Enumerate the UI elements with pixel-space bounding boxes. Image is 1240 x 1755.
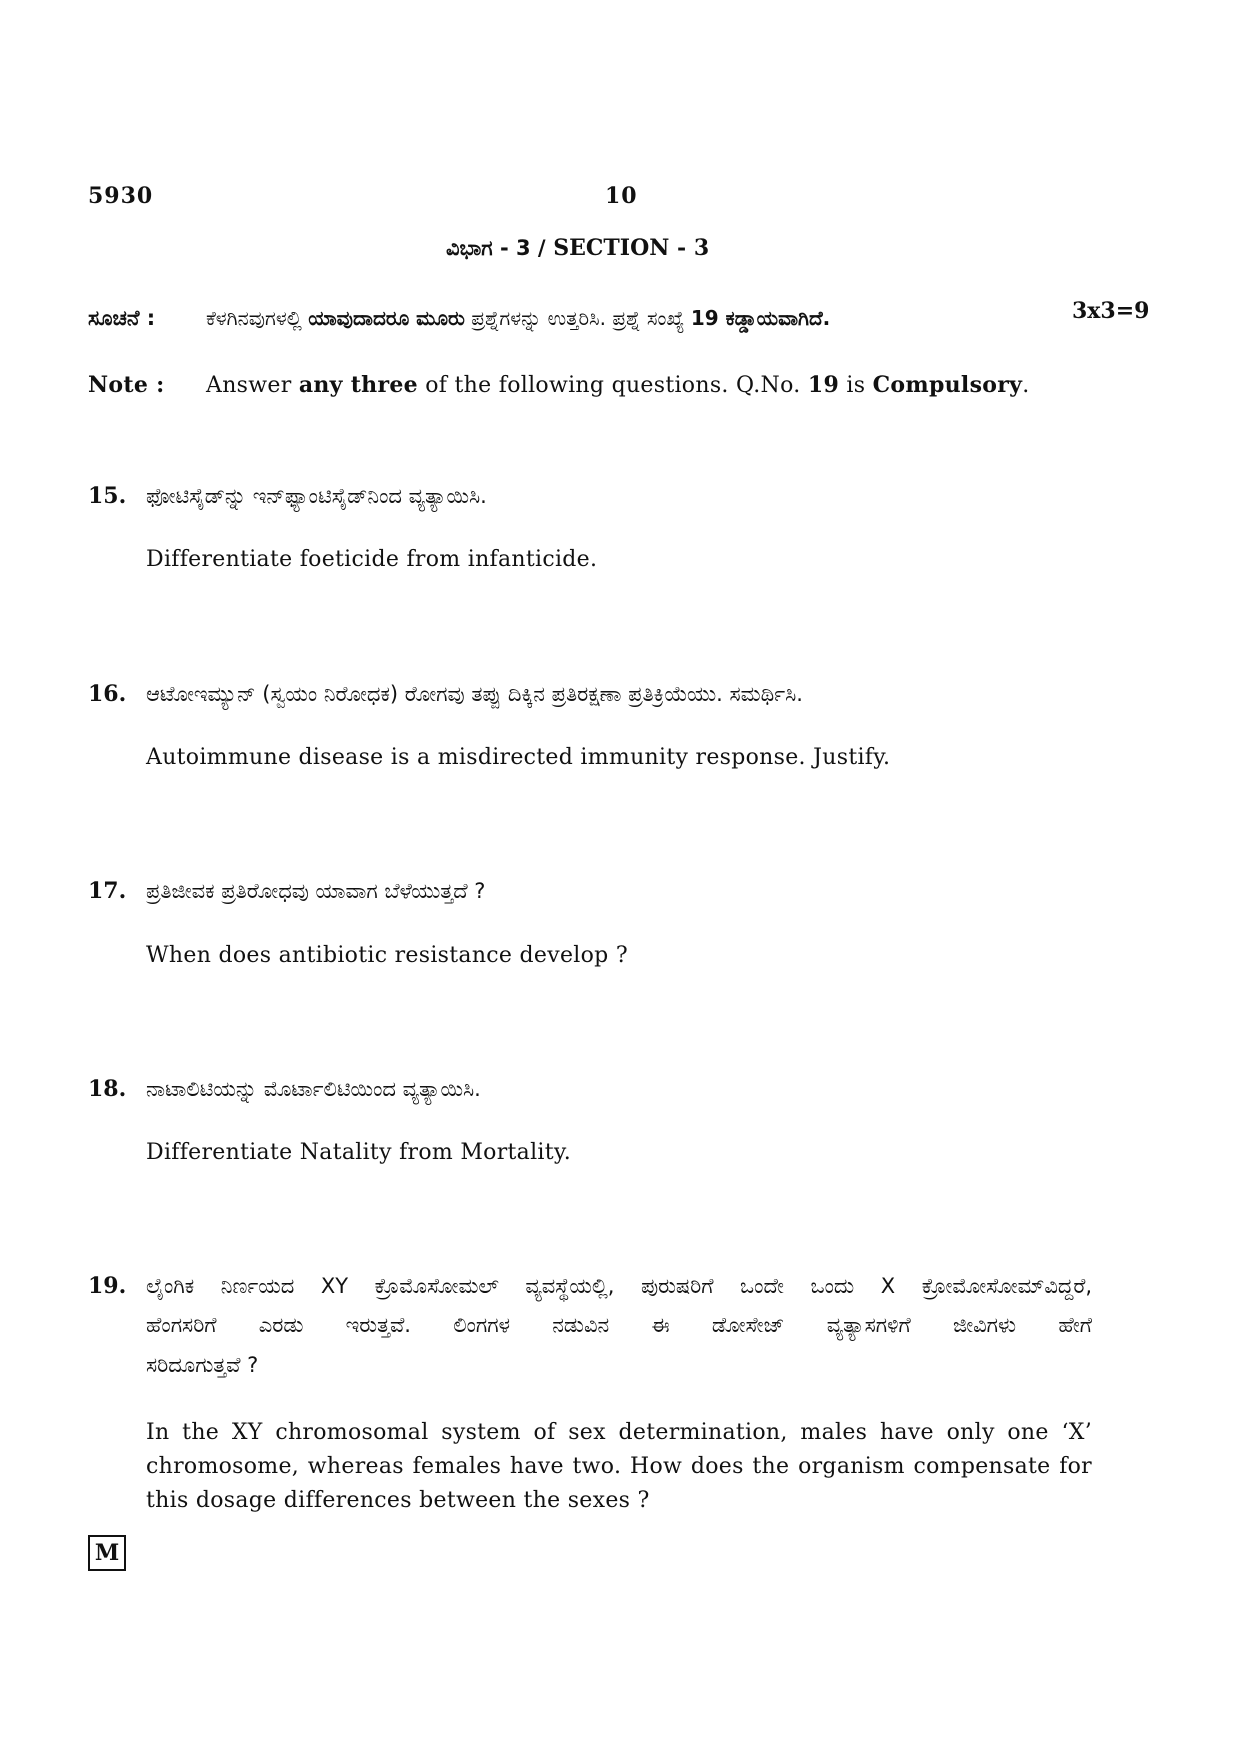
question-text-english: Autoimmune disease is a misdirected immunity response. Justify. <box>146 745 891 770</box>
note-text <box>206 372 1030 398</box>
note-part1: Answer <box>206 373 292 398</box>
question-text-kannada: ಆಟೋಇಮ್ಯುನ್ (ಸ್ವಯಂ ನಿರೋಧಕ) ರೋಗವು ತಪ್ಪು ದಿಕ್ಕಿನ ಪ್ರತಿರಕ್ಷಣಾ ಪ್ರತಿಕ್ರಿಯೆಯು. ಸಮರ್ಥಿಸಿ. <box>146 682 803 706</box>
instruction-kn-part1: ಕೆಳಗಿನವುಗಳಲ್ಲಿ <box>206 306 302 330</box>
question-text-english-line-1: In the XY chromosomal system of sex determination, males have only one ‘X’ <box>146 1420 1092 1445</box>
section-title-kannada: ವಿಭಾಗ - 3 / <box>446 236 546 260</box>
question-number: 18. <box>88 1076 127 1102</box>
question-number: 15. <box>88 483 127 509</box>
question-text-english: Differentiate Natality from Mortality. <box>146 1140 572 1165</box>
note-part4: . <box>1022 373 1030 398</box>
section-title-english: SECTION - 3 <box>553 235 710 261</box>
instruction-kn-bold2: 19 ಕಡ್ಡಾಯವಾಗಿದೆ. <box>690 306 831 330</box>
note-part3: is <box>846 373 866 398</box>
instruction-kn-bold1: ಯಾವುದಾದರೂ ಮೂರು <box>308 306 465 330</box>
question-number: 17. <box>88 878 127 904</box>
note-bold-compulsory: Compulsory <box>872 372 1023 398</box>
question-text-kannada-line-1: ಲೈಂಗಿಕ ನಿರ್ಣಯದ XY ಕ್ರೊಮೊಸೋಮಲ್ ವ್ಯವಸ್ಥೆಯಲ್ಲಿ, ಪುರುಷರಿಗೆ ಒಂದೇ ಒಂದು X ಕ್ರೋಮೋಸೋಮ್‌ವಿದ್ದರೆ, <box>146 1274 1092 1298</box>
question-text-kannada: ಫೋಟಿಸೈಡ್‌ನ್ನು ಇನ್‌ಫ್ಯಾಂಟಿಸೈಡ್‌ನಿಂದ ವ್ಯತ್ಯಾಯಿಸಿ. <box>146 484 487 508</box>
question-text-kannada-line-3: ಸರಿದೂಗುತ್ತವೆ ? <box>146 1353 259 1377</box>
question-text-english-line-3: this dosage differences between the sexes ? <box>146 1488 650 1513</box>
question-number: 16. <box>88 681 127 707</box>
note-bold-any-three: any three <box>298 372 418 398</box>
question-text-kannada-line-2: ಹೆಂಗಸರಿಗೆ ಎರಡು ಇರುತ್ತವೆ. ಲಿಂಗಗಳ ನಡುವಿನ ಈ ಡೋಸೇಜ್ ವ್ಯತ್ಯಾಸಗಳಿಗೆ ಜೀವಿಗಳು ಹೇಗೆ <box>146 1313 1092 1337</box>
footer-m-box: M <box>88 1535 126 1571</box>
instruction-label-kannada: ಸೂಚನೆ : <box>88 306 156 330</box>
note-bold-qno: 19 <box>807 372 840 398</box>
instruction-text-kannada <box>206 306 830 330</box>
note-part2: of the following questions. Q.No. <box>425 373 801 398</box>
page-number: 10 <box>605 183 638 209</box>
section-title <box>446 235 709 261</box>
question-text-kannada: ಪ್ರತಿಜೀವಕ ಪ್ರತಿರೋಧವು ಯಾವಾಗ ಬೆಳೆಯುತ್ತದೆ ? <box>146 879 486 903</box>
question-text-english: Differentiate foeticide from infanticide. <box>146 547 598 572</box>
question-text-english: When does antibiotic resistance develop ? <box>146 943 628 968</box>
question-text-kannada: ನಾಟಾಲಿಟಿಯನ್ನು ಮೊರ್ಟಾಲಿಟಿಯಿಂದ ವ್ಯತ್ಯಾಯಿಸಿ. <box>146 1077 481 1101</box>
question-text-english-line-2: chromosome, whereas females have two. How does the organism compensate for <box>146 1454 1092 1479</box>
question-paper-code: 5930 <box>88 183 154 209</box>
question-number: 19. <box>88 1273 127 1299</box>
note-label: Note : <box>88 372 165 398</box>
instruction-kn-part2: ಪ್ರಶ್ನೆಗಳನ್ನು ಉತ್ತರಿಸಿ. ಪ್ರಶ್ನೆ ಸಂಖ್ಯೆ <box>471 306 685 330</box>
marks-allocation: 3x3=9 <box>1072 298 1150 324</box>
